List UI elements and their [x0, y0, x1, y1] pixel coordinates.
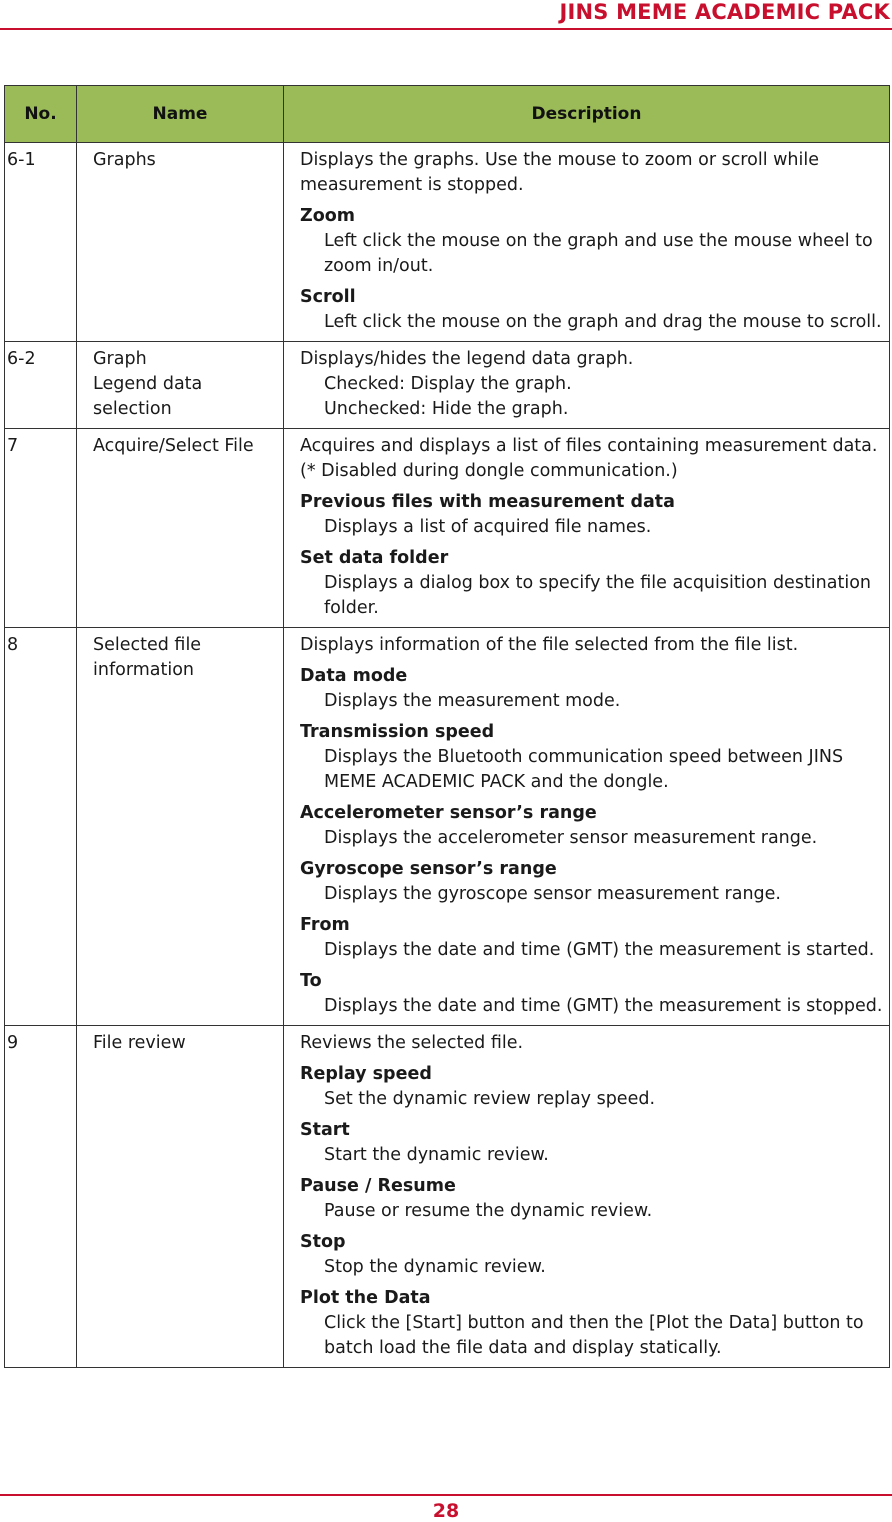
row-name-line: Graph: [93, 349, 147, 369]
description-item: [300, 1118, 885, 1168]
row-number: 8: [5, 628, 77, 1026]
description-item: [300, 1062, 885, 1112]
item-title: Set data folder: [300, 548, 449, 568]
document-header-title: JINS MEME ACADEMIC PACK: [559, 0, 890, 24]
description-line: Unchecked: Hide the graph.: [324, 399, 569, 419]
item-text: Displays the date and time (GMT) the measurement is stopped.: [324, 996, 883, 1016]
description-item: [300, 1174, 885, 1224]
item-title: Stop: [300, 1232, 346, 1252]
item-text: Pause or resume the dynamic review.: [324, 1201, 653, 1221]
row-name: File review: [77, 1026, 284, 1368]
row-number: 7: [5, 429, 77, 628]
item-text: Displays a list of acquired file names.: [324, 517, 652, 537]
table-row: [5, 628, 890, 1026]
item-text: Displays the gyroscope sensor measurement range.: [324, 884, 781, 904]
item-title: Start: [300, 1120, 350, 1140]
item-text: Displays the measurement mode.: [324, 691, 621, 711]
item-title: Pause / Resume: [300, 1176, 456, 1196]
item-text: Click the [Start] button and then the [Plot the Data] button to batch load the file data and display statically.: [324, 1313, 864, 1358]
row-name: Selected file information: [77, 628, 284, 1026]
row-description: [284, 628, 890, 1026]
table-header-row: [5, 86, 890, 143]
description-item: [300, 664, 885, 714]
row-number: 9: [5, 1026, 77, 1368]
spec-table: [4, 85, 890, 1368]
description-item: [300, 546, 885, 621]
description-item: [300, 490, 885, 540]
item-title: Accelerometer sensor’s range: [300, 803, 597, 823]
item-title: To: [300, 971, 322, 991]
row-description: [284, 1026, 890, 1368]
description-intro: Displays/hides the legend data graph.: [300, 349, 634, 369]
page-number: 28: [432, 1500, 460, 1522]
item-text: Start the dynamic review.: [324, 1145, 549, 1165]
description-item: [300, 969, 885, 1019]
item-title: Replay speed: [300, 1064, 432, 1084]
description-intro: Displays the graphs. Use the mouse to zoom or scroll while measurement is stopped.: [300, 150, 820, 195]
table-row: [5, 143, 890, 342]
row-description: [284, 143, 890, 342]
row-name: Acquire/Select File: [77, 429, 284, 628]
description-item: [300, 285, 885, 335]
row-number: 6-2: [5, 342, 77, 429]
column-header-no: No.: [5, 86, 77, 143]
table-row: [5, 342, 890, 429]
item-title: Data mode: [300, 666, 408, 686]
item-title: Scroll: [300, 287, 356, 307]
item-text: Displays a dialog box to specify the file acquisition destination folder.: [324, 573, 872, 618]
footer-divider: [0, 1494, 892, 1496]
table-row: [5, 1026, 890, 1368]
item-title: Previous files with measurement data: [300, 492, 675, 512]
item-text: Displays the Bluetooth communication speed between JINS MEME ACADEMIC PACK and the dongle.: [324, 747, 844, 792]
row-name: Graphs: [77, 143, 284, 342]
description-item: [300, 801, 885, 851]
description-line: Checked: Display the graph.: [324, 374, 572, 394]
table-row: [5, 429, 890, 628]
description-note: (* Disabled during dongle communication.): [300, 461, 678, 481]
description-item: [300, 720, 885, 795]
item-text: Left click the mouse on the graph and use the mouse wheel to zoom in/out.: [324, 231, 873, 276]
description-item: [300, 204, 885, 279]
item-text: Displays the date and time (GMT) the measurement is started.: [324, 940, 875, 960]
description-item: [300, 1286, 885, 1361]
row-description: [284, 429, 890, 628]
item-text: Displays the accelerometer sensor measurement range.: [324, 828, 818, 848]
row-name: [77, 342, 284, 429]
description-item: [300, 913, 885, 963]
row-name-line: Legend data selection: [93, 374, 203, 419]
description-intro: Acquires and displays a list of files containing measurement data.: [300, 436, 878, 456]
item-title: Plot the Data: [300, 1288, 431, 1308]
item-title: Transmission speed: [300, 722, 495, 742]
column-header-description: Description: [284, 86, 890, 143]
item-title: From: [300, 915, 350, 935]
item-text: Set the dynamic review replay speed.: [324, 1089, 656, 1109]
description-intro: Reviews the selected file.: [300, 1033, 524, 1053]
description-item: [300, 857, 885, 907]
description-item: [300, 1230, 885, 1280]
column-header-name: Name: [77, 86, 284, 143]
item-title: Gyroscope sensor’s range: [300, 859, 557, 879]
item-title: Zoom: [300, 206, 355, 226]
row-number: 6-1: [5, 143, 77, 342]
item-text: Left click the mouse on the graph and drag the mouse to scroll.: [324, 312, 882, 332]
item-text: Stop the dynamic review.: [324, 1257, 546, 1277]
row-description: [284, 342, 890, 429]
header-divider: [0, 28, 892, 30]
description-intro: Displays information of the file selected from the file list.: [300, 635, 799, 655]
